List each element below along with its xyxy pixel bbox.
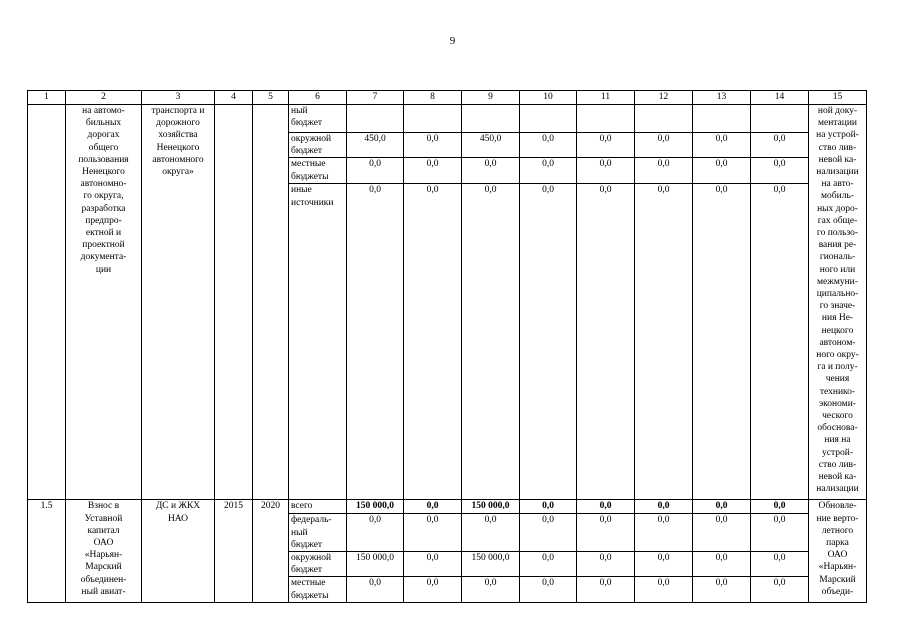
measure-name: Взнос в Уставной капитал ОАО «Нарьян- Марский объединен- ный авиат-	[66, 500, 142, 602]
funding-source: окружной бюджет	[289, 133, 347, 158]
header-cell-13: 13	[693, 91, 751, 105]
value-col-10: 0,0	[520, 184, 577, 500]
value-col-10: 0,0	[520, 500, 577, 514]
value-col-8: 0,0	[404, 514, 462, 552]
value-col-8	[404, 105, 462, 133]
header-cell-7: 7	[347, 91, 404, 105]
value-col-14: 0,0	[751, 577, 809, 602]
value-col-11: 0,0	[577, 577, 635, 602]
executor: транспорта и дорожного хозяйства Ненецкого автономного округа»	[142, 105, 215, 500]
header-row	[28, 91, 867, 105]
funding-source: ный бюджет	[289, 105, 347, 133]
table-row	[28, 500, 867, 514]
header-cell-4: 4	[215, 91, 253, 105]
funding-source: всего	[289, 500, 347, 514]
value-col-12: 0,0	[635, 184, 693, 500]
measure-name: на автомо- бильных дорогах общего пользования Ненецкого автономно- го округа, разработка предпро- ектной и проектной документа- ции	[66, 105, 142, 500]
value-col-9: 0,0	[462, 158, 520, 184]
value-col-7: 0,0	[347, 577, 404, 602]
value-col-7: 150 000,0	[347, 500, 404, 514]
funding-source: местные бюджеты	[289, 577, 347, 602]
value-col-13: 0,0	[693, 500, 751, 514]
funding-source: федераль- ный бюджет	[289, 514, 347, 552]
value-col-12: 0,0	[635, 577, 693, 602]
funding-source: окружной бюджет	[289, 552, 347, 577]
value-col-8: 0,0	[404, 552, 462, 577]
value-col-7: 450,0	[347, 133, 404, 158]
value-col-14: 0,0	[751, 184, 809, 500]
value-col-11	[577, 105, 635, 133]
page-number: 9	[449, 35, 456, 47]
year-end	[253, 105, 289, 500]
header-cell-5: 5	[253, 91, 289, 105]
value-col-13: 0,0	[693, 158, 751, 184]
header-cell-6: 6	[289, 91, 347, 105]
header-cell-2: 2	[66, 91, 142, 105]
value-col-10: 0,0	[520, 158, 577, 184]
value-col-11: 0,0	[577, 158, 635, 184]
value-col-9: 150 000,0	[462, 552, 520, 577]
table-row	[28, 105, 867, 133]
budget-table	[27, 90, 867, 603]
year-end: 2020	[253, 500, 289, 602]
value-col-8: 0,0	[404, 577, 462, 602]
header-cell-3: 3	[142, 91, 215, 105]
value-col-7: 0,0	[347, 514, 404, 552]
value-col-9	[462, 105, 520, 133]
header-cell-14: 14	[751, 91, 809, 105]
value-col-14: 0,0	[751, 514, 809, 552]
value-col-10: 0,0	[520, 552, 577, 577]
value-col-8: 0,0	[404, 158, 462, 184]
value-col-12: 0,0	[635, 133, 693, 158]
value-col-14: 0,0	[751, 158, 809, 184]
executor: ДС и ЖКХ НАО	[142, 500, 215, 602]
value-col-14: 0,0	[751, 133, 809, 158]
year-start	[215, 105, 253, 500]
header-cell-1: 1	[28, 91, 66, 105]
value-col-12	[635, 105, 693, 133]
expected-result: ной доку- ментации на устрой- ство лив- невой ка- нализации на авто- мобиль- ных доро- гах обще- го пользо- вания ре- гиональ- ного или межмуни- ципально- го значе- ния Не- нецкого автоном- ного окру- га и полу- чения технико- экономи- ческого обоснова- ния на устрой- ство лив- невой ка- нализации	[809, 105, 867, 500]
value-col-12: 0,0	[635, 158, 693, 184]
row-number: 1.5	[28, 500, 66, 602]
value-col-14: 0,0	[751, 500, 809, 514]
header-cell-15: 15	[809, 91, 867, 105]
value-col-14	[751, 105, 809, 133]
value-col-11: 0,0	[577, 552, 635, 577]
value-col-9: 150 000,0	[462, 500, 520, 514]
value-col-9: 0,0	[462, 514, 520, 552]
value-col-8: 0,0	[404, 184, 462, 500]
value-col-13: 0,0	[693, 552, 751, 577]
value-col-13: 0,0	[693, 514, 751, 552]
funding-source: местные бюджеты	[289, 158, 347, 184]
value-col-10	[520, 105, 577, 133]
row-number	[28, 105, 66, 500]
value-col-10: 0,0	[520, 577, 577, 602]
value-col-9: 0,0	[462, 577, 520, 602]
expected-result: Обновле- ние верто- летного парка ОАО «Нарьян- Марский объеди-	[809, 500, 867, 602]
value-col-12: 0,0	[635, 500, 693, 514]
value-col-13	[693, 105, 751, 133]
value-col-11: 0,0	[577, 500, 635, 514]
header-cell-9: 9	[462, 91, 520, 105]
value-col-10: 0,0	[520, 133, 577, 158]
value-col-8: 0,0	[404, 133, 462, 158]
value-col-9: 0,0	[462, 184, 520, 500]
value-col-12: 0,0	[635, 552, 693, 577]
value-col-9: 450,0	[462, 133, 520, 158]
value-col-11: 0,0	[577, 514, 635, 552]
value-col-8: 0,0	[404, 500, 462, 514]
value-col-11: 0,0	[577, 133, 635, 158]
funding-source: иные источники	[289, 184, 347, 500]
value-col-7: 150 000,0	[347, 552, 404, 577]
value-col-13: 0,0	[693, 577, 751, 602]
value-col-13: 0,0	[693, 184, 751, 500]
value-col-14: 0,0	[751, 552, 809, 577]
value-col-11: 0,0	[577, 184, 635, 500]
value-col-10: 0,0	[520, 514, 577, 552]
header-cell-8: 8	[404, 91, 462, 105]
value-col-12: 0,0	[635, 514, 693, 552]
value-col-7: 0,0	[347, 158, 404, 184]
year-start: 2015	[215, 500, 253, 602]
header-cell-10: 10	[520, 91, 577, 105]
value-col-7	[347, 105, 404, 133]
header-cell-11: 11	[577, 91, 635, 105]
value-col-7: 0,0	[347, 184, 404, 500]
value-col-13: 0,0	[693, 133, 751, 158]
header-cell-12: 12	[635, 91, 693, 105]
